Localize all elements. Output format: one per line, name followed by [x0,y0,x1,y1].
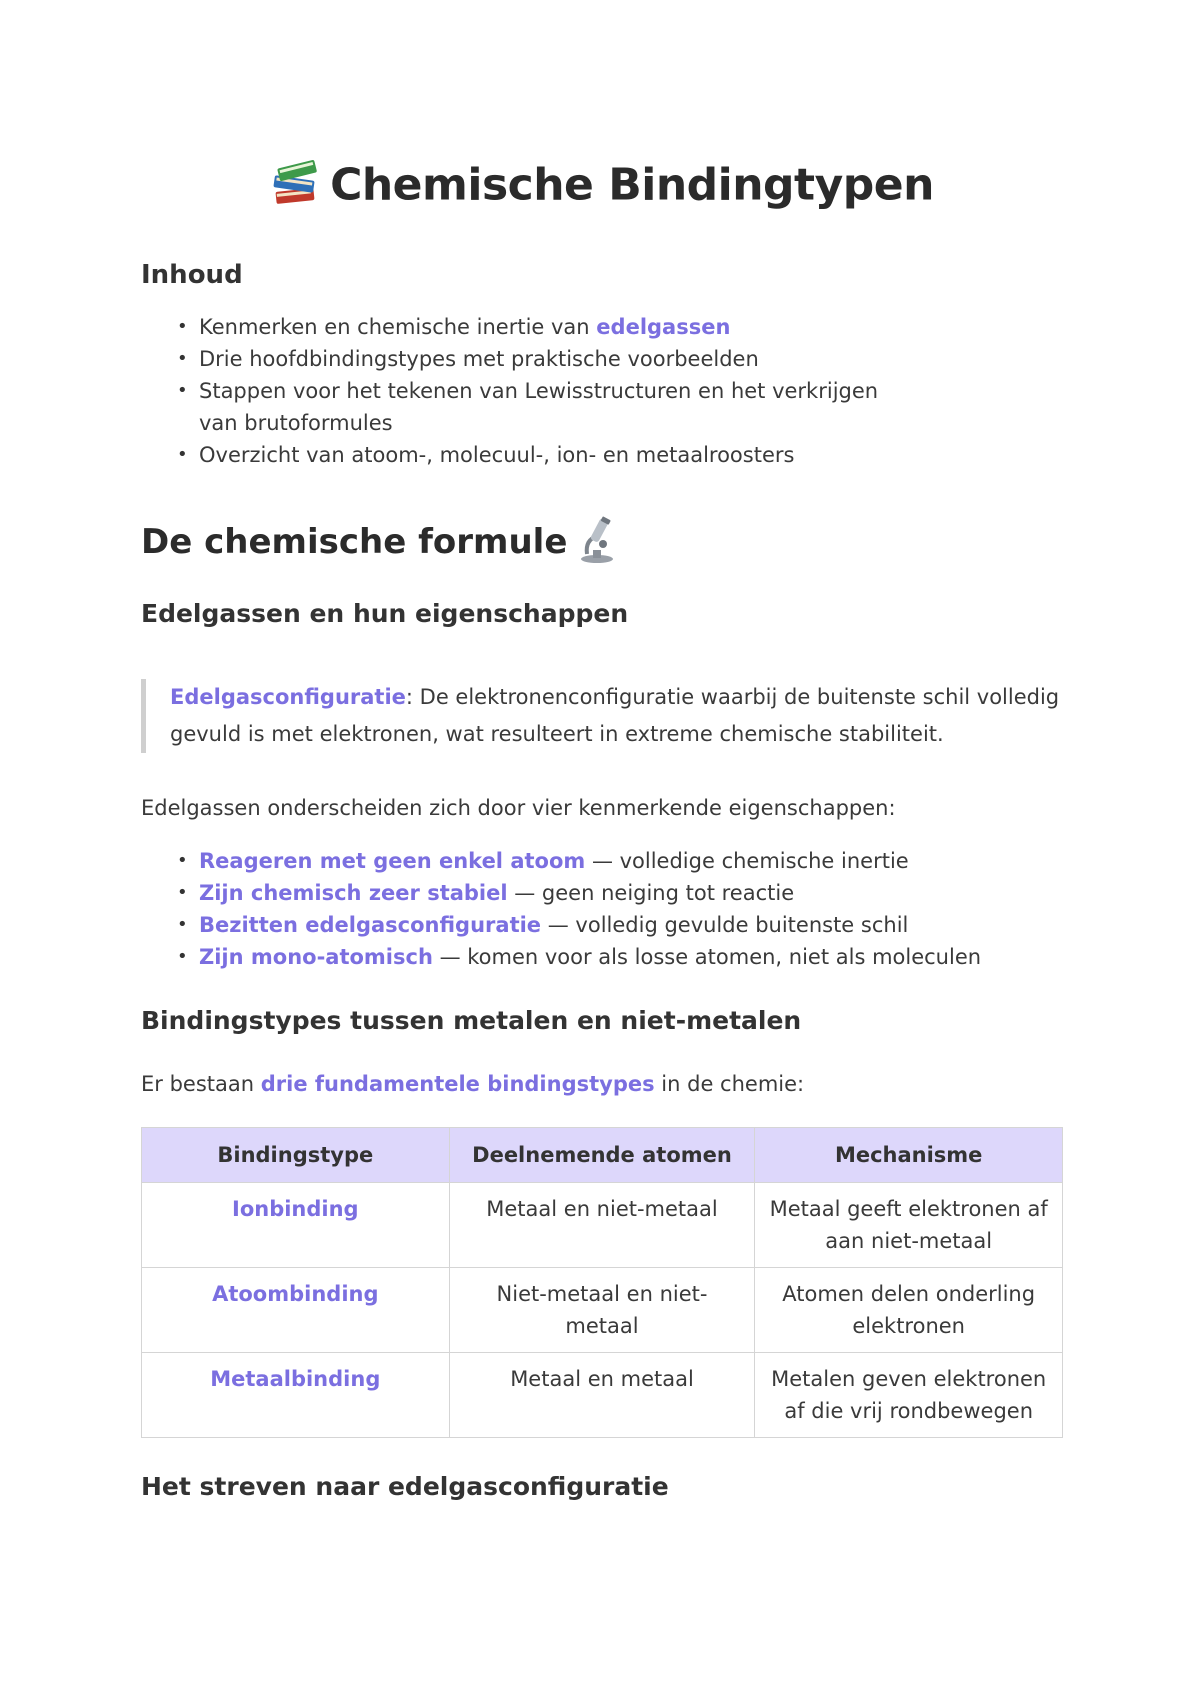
bindingstypes-intro: Er bestaan drie fundamentele bindingstypes in de chemie: [141,1072,805,1096]
table-header-row [142,1128,1063,1183]
subsection-heading-streven: Het streven naar edelgasconfiguratie [141,1472,669,1501]
subsection-heading-bindingstypes: Bindingstypes tussen metalen en niet-metalen [141,1006,802,1035]
table-cell-type[interactable]: Ionbinding [142,1183,450,1268]
table-row [142,1268,1063,1353]
properties-list [141,845,1063,973]
toc-item: • Stappen voor het tekenen van Lewisstructuren en het verkrijgen van brutoformules [141,375,1063,439]
toc-item: • Drie hoofdbindingstypes met praktische voorbeelden [141,343,1063,375]
properties-intro: Edelgassen onderscheiden zich door vier kenmerkende eigenschappen: [141,796,896,820]
microscope-icon [579,514,615,573]
table-cell: Niet-metaal en niet-metaal [449,1268,755,1353]
toc-heading: Inhoud [141,260,243,290]
list-item: • Zijn chemisch zeer stabiel — geen neiging tot reactie [141,877,1063,909]
toc-item: • Overzicht van atoom-, molecuul-, ion- en metaalroosters [141,439,1063,471]
table-row [142,1353,1063,1438]
bindingstypes-table [141,1127,1063,1438]
books-icon [270,154,320,221]
subsection-heading-edelgassen: Edelgassen en hun eigenschappen [141,599,629,628]
toc-list [141,311,1063,471]
list-item: • Bezitten edelgasconfiguratie — volledig gevulde buitenste schil [141,909,1063,941]
list-item: • Zijn mono-atomisch — komen voor als losse atomen, niet als moleculen [141,941,1063,973]
table-row [142,1183,1063,1268]
table-cell: Atomen delen onderling elektronen [755,1268,1063,1353]
table-cell-type[interactable]: Metaalbinding [142,1353,450,1438]
definition-term[interactable]: Edelgasconfiguratie [170,685,406,709]
list-item: • Reageren met geen enkel atoom — volledige chemische inertie [141,845,1063,877]
toc-link-edelgassen[interactable]: edelgassen [596,315,731,339]
table-header-cell: Mechanisme [755,1128,1063,1183]
table-cell: Metaal en niet-metaal [449,1183,755,1268]
table-cell-type[interactable]: Atoombinding [142,1268,450,1353]
page-title-text: Chemische Bindingtypen [330,159,934,211]
table-header-cell: Bindingstype [142,1128,450,1183]
table-cell: Metalen geven elektronen af die vrij rondbewegen [755,1353,1063,1438]
page-title [141,154,1063,221]
toc-item: • Kenmerken en chemische inertie van edelgassen [141,311,1063,343]
definition-text: : De elektronenconfiguratie waarbij de buitenste schil volledig gevuld is met elektronen, wat resulteert in extreme chemische stabiliteit. [170,685,1060,746]
bindingstypes-link[interactable]: drie fundamentele bindingstypes [260,1072,655,1096]
table-header-cell: Deelnemende atomen [449,1128,755,1183]
section-heading-formule: De chemische formule [141,514,615,573]
table-cell: Metaal en metaal [449,1353,755,1438]
definition-blockquote [141,679,1070,753]
table-cell: Metaal geeft elektronen af aan niet-metaal [755,1183,1063,1268]
